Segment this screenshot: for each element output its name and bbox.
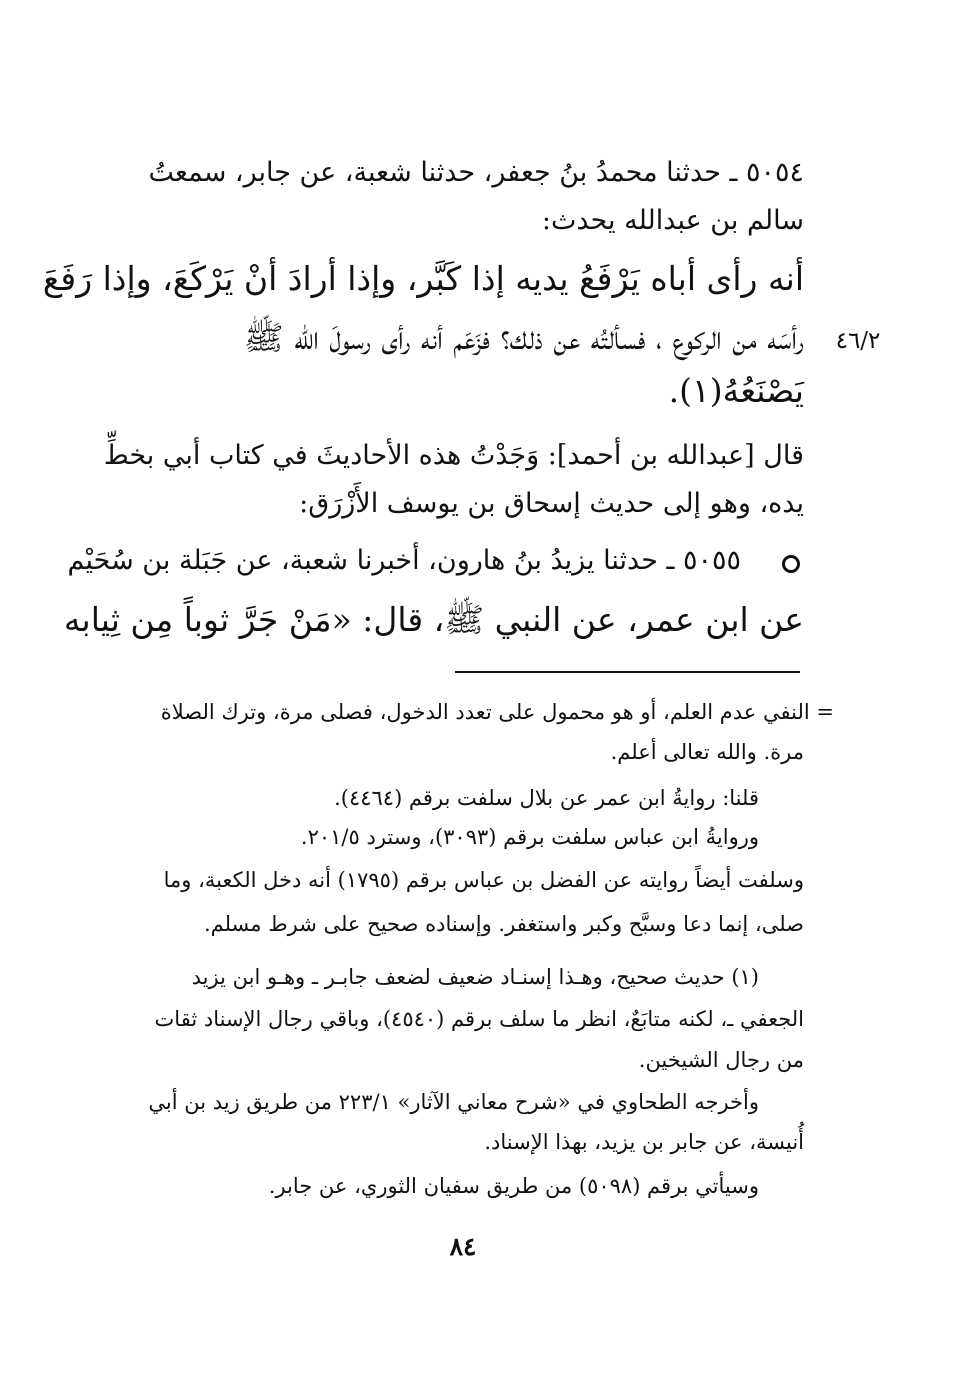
footnote-1-line-5: أُنيسة، عن جابر بن يزيد، بهذا الإسناد.	[484, 1130, 804, 1154]
page-number: ٨٤	[449, 1232, 477, 1261]
footnote-continuation-line-1: = النفي عدم العلم، أو هو محمول على تعدد الدخول، فصلى مرة، وترك الصلاة	[160, 700, 834, 724]
qala-abdullah-line-2: يده، وهو إلى حديث إسحاق بن يوسف الأَزْرَق:	[299, 488, 804, 519]
footnote-separator-rule	[455, 671, 800, 673]
footnote-1-line-2: الجعفي ـ، لكنه متابَعٌ، انظر ما سلف برقم (٤٥٤٠)، وباقي رجال الإسناد ثقات	[154, 1007, 804, 1031]
hadith-5055-line-1: ٥٠٥٥ ـ حدثنا يزيدُ بنُ هارون، أخبرنا شعبة، عن جَبَلة بن سُحَيْم	[67, 545, 741, 576]
hadith-5054-matn-line-2: رأسَه من الركوع ، فسألتُه عن ذلك؟ فزَعَم أنه رأى رسولَ الله ﷺ	[243, 318, 804, 357]
hadith-5054-isnad-line-1: ٥٠٥٤ ـ حدثنا محمدُ بنُ جعفر، حدثنا شعبة، عن جابر، سمعتُ	[148, 157, 804, 188]
footnote-continuation-line-3: قلنا: روايةُ ابن عمر عن بلال سلفت برقم (٤٤٦٤).	[334, 786, 759, 810]
footnote-1-line-6: وسيأتي برقم (٥٠٩٨) من طريق سفيان الثوري، عن جابر.	[268, 1174, 759, 1198]
hadith-5055-line-2: عن ابن عمر، عن النبي ﷺ، قال: «مَنْ جَرَّ ثوباً مِن ثِيابه	[63, 600, 804, 639]
footnote-1-line-1: (١) حديث صحيح، وهـذا إسنـاد ضعيف لضعف جابـر ـ وهـو ابن يزيد	[191, 965, 759, 989]
hadith-5054-matn-line-3: يَصْنَعُهُ(١).	[668, 371, 804, 410]
footnote-1-line-3: من رجال الشيخين.	[638, 1048, 804, 1072]
hadith-5054-isnad-line-2: سالم بن عبدالله يحدث:	[541, 205, 804, 236]
footnote-continuation-line-4: وروايةُ ابن عباس سلفت برقم (٣٠٩٣)، وسترد ٢٠١/٥.	[300, 825, 759, 849]
qala-abdullah-line-1: قال [عبدالله بن أحمد]: وَجَدْتُ هذه الأحاديثَ في كتاب أبي بخطِّ	[103, 440, 804, 471]
footnote-continuation-line-6: صلى، إنما دعا وسبَّح وكبر واستغفر. وإسناده صحيح على شرط مسلم.	[203, 912, 804, 936]
footnote-1-line-4: وأخرجه الطحاوي في «شرح معاني الآثار» ٢٢٣/١ من طريق زيد بن أبي	[148, 1090, 759, 1114]
hadith-5054-matn-line-1: أنه رأى أباه يَرْفَعُ يديه إذا كَبَّر، وإذا أرادَ أنْ يَرْكَعَ، وإذا رَفَعَ	[42, 259, 804, 298]
hadith-circle-marker-icon	[782, 555, 800, 573]
margin-volume-page-reference: ٤٦/٢	[835, 328, 881, 354]
footnote-continuation-line-2: مرة. والله تعالى أعلم.	[610, 740, 804, 764]
footnote-continuation-line-5: وسلفت أيضاً روايته عن الفضل بن عباس برقم (١٧٩٥) أنه دخل الكعبة، وما	[163, 868, 804, 892]
